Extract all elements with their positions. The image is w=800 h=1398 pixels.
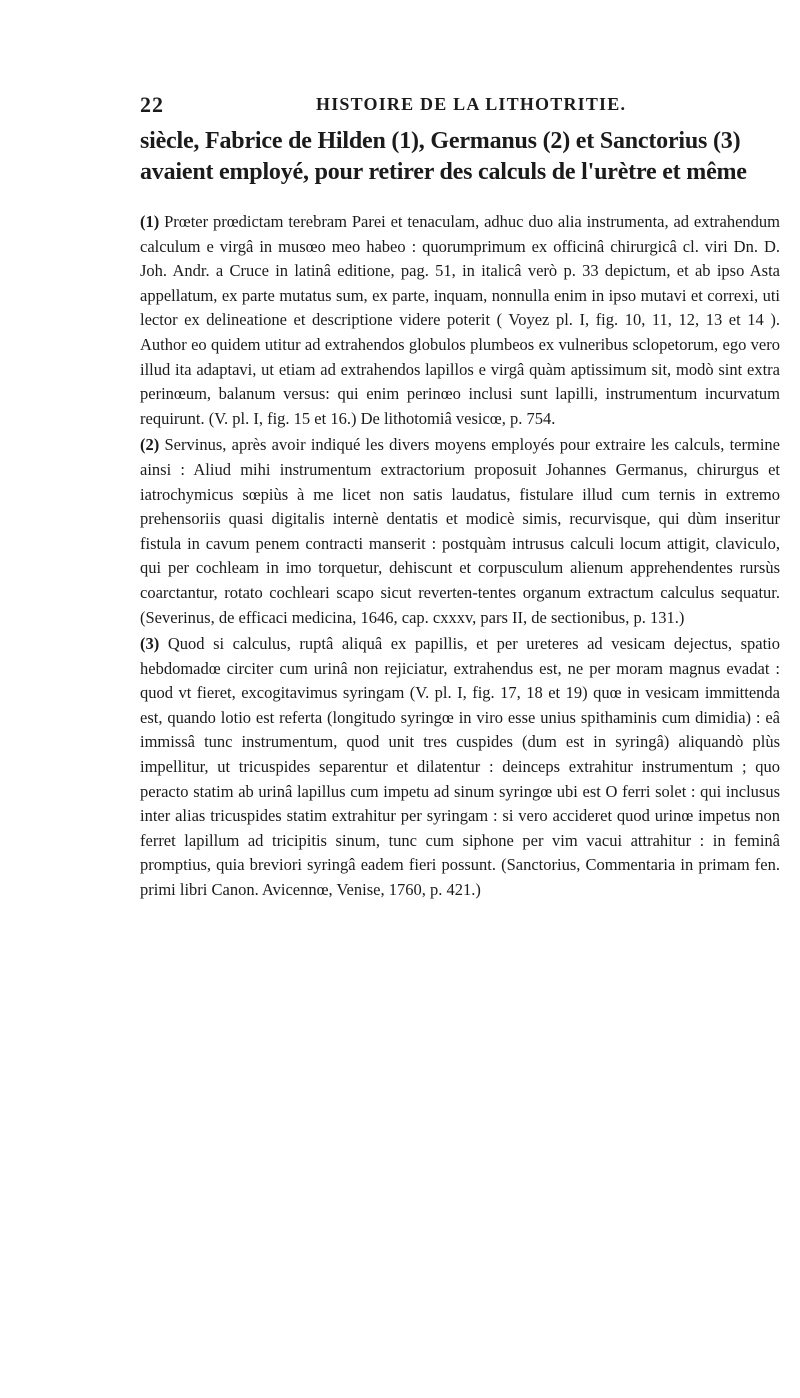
footnote-text: Servinus, après avoir indiqué les divers moyens employés pour extraire les calculs, termine ainsi : Aliud mihi instrumentum extractorium proposuit Johannes Germanus, chirurgus et iatrochymicus sœpiùs à me licet non satis laudatus, fistulare illud cum ternis in extremo prehensoriis quasi digitalis internè dentatis et modicè simis, recurvisque, qui dùm inseritur fistula in cavum penem contracti manserit : postquàm intrusus calculi locum attigit, claviculo, qui per cochleam in imo torquetur, dehiscunt et corpusculum alienum apprehendentes rursùs coarctantur, rotato cochleari scapo sicut reverten-tentes organum extractum calculus sequatur. (Severinus, de efficaci medicina, 1646, cap. cxxxv, pars II, de sectionibus, p. 131.) (140, 435, 780, 627)
footnote-marker: (1) (140, 212, 160, 231)
page-header (140, 92, 780, 126)
footnote-3 (140, 632, 780, 903)
footnote-text: Prœter prœdictam terebram Parei et tenaculam, adhuc duo alia instrumenta, ad extrahendum calculum e virgâ in musœo meo habeo : quorumprimum ex officinâ chirurgicâ cl. viri Dn. D. Joh. Andr. a Cruce in latinâ editione, pag. 51, in italicâ verò p. 33 depictum, et ab ipso Asta appellatum, ex parte mutatus sum, ex parte, inquam, nonnulla enim in ipso mutavi et correxi, uti lector ex delineatione et descriptione videre poterit ( Voyez pl. I, fig. 10, 11, 12, 13 et 14 ). Author eo quidem utitur ad extrahendos globulos plumbeos ex vulneribus sclopetorum, ego vero illud ita adaptavi, ut etiam ad extrahendos lapillos e virgâ quàm aptissimum sit, modò sint extra perinœum, balanum versus: qui enim perinœo inclusi sunt lapilli, instrumentum incurvatum requirunt. (V. pl. I, fig. 15 et 16.) De lithotomiâ vesicœ, p. 754. (140, 212, 781, 428)
body-paragraph: siècle, Fabrice de Hilden (1), Germanus (2) et Sanctorius (3) avaient employé, pour retirer des calculs de l'urètre et même (140, 128, 747, 185)
footnote-marker: (3) (140, 634, 160, 654)
footnote-1 (140, 210, 780, 431)
footnotes (140, 210, 780, 903)
footnote-2 (140, 433, 780, 630)
footnote-marker: (2) (140, 435, 160, 455)
running-title: HISTOIRE DE LA LITHOTRITIE. (316, 94, 627, 114)
footnote-text: Quod si calculus, ruptâ aliquâ ex papillis, et per ureteres ad vesicam dejectus, spatio hebdomadœ circiter cum urinâ non rejiciatur, extrahendus est, ne per moram magnus evadat : quod vt fieret, excogitavimus syringam (V. pl. I, fig. 17, 18 et 19) quœ in vesicam immittenda est, quando lotio est referta (longitudo syringœ in viro esse unius spithaminis cum dimidia) : eâ immissâ tunc instrumentum, quod unit tres cuspides (dum est in syringâ) aliquandò plùs impellitur, ut tricuspides separentur et dilatentur : deinceps extrahitur instrumentum ; quo peracto statim ab urinâ lapillus cum impetu ad sinum syringœ ubi est O ferri solet : qui inclusus inter alias tricuspides statim extrahitur per syringam : si vero accideret quod urinœ impetus non ferret lapillum ad tricipitis sinum, tunc cum siphone per vim vacui attrahitur : in feminâ promptius, quia breviori syringâ eadem fieri possunt. (Sanctorius, Commentaria in primam fen. primi libri Canon. Avicennœ, Venise, 1760, p. 421.) (140, 634, 781, 900)
page (140, 92, 780, 905)
page-number: 22 (140, 92, 164, 117)
